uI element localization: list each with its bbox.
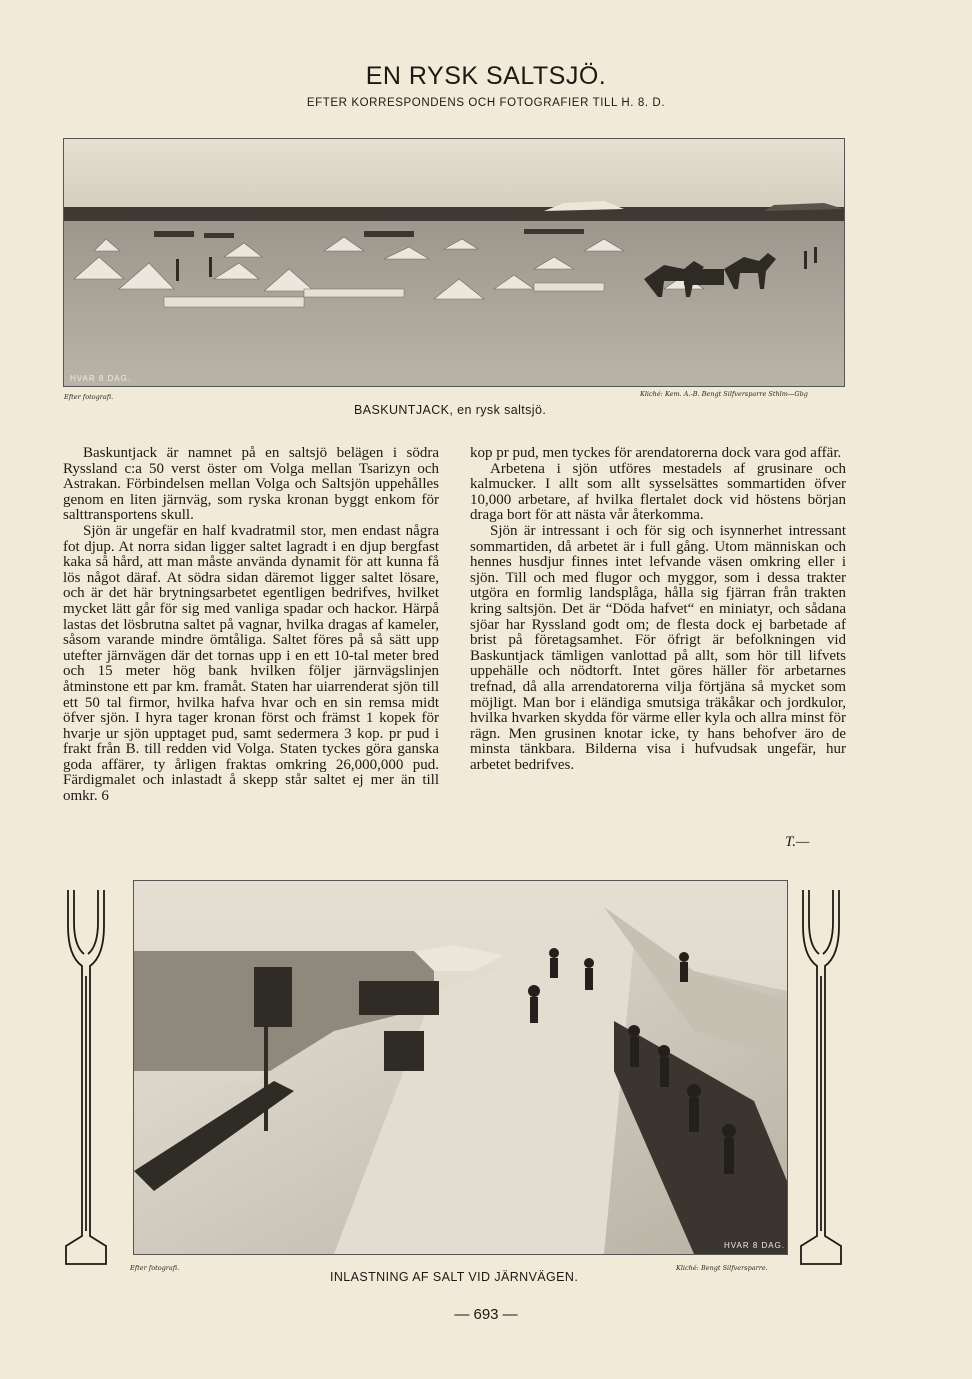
- text-column-right: [470, 446, 846, 773]
- article-subtitle: EFTER KORRESPONDENS OCH FOTOGRAFIER TILL H. 8. D.: [306, 97, 666, 109]
- paragraph: Baskuntjack är namnet på en saltsjö belägen i södra Ryssland c:a 50 verst öster om Volga mellan Tsarizyn och Astrakan. Förbindelsen mellan Volga och Saltsjön uppehålles genom en liten järnväg, som ryska kronan byggt enkom för salttransportens skull.: [63, 445, 439, 524]
- paragraph: kop pr pud, men tyckes för arendatorerna dock vara god affär.: [470, 445, 842, 461]
- photo-loading-credit-right: Kliché: Bengt Silfversparre.: [676, 1264, 768, 1272]
- photo-lake-caption: BASKUNTJACK, en rysk saltsjö.: [354, 403, 547, 417]
- ornament-right: [797, 886, 845, 1268]
- photo-loading-credit-left: Efter fotografi.: [130, 1264, 180, 1272]
- paragraph: Sjön är ungefär en half kvadratmil stor, men endast några fot djup. At norra sidan ligger saltet lagradt i en djup bergfast kaka så hård, att man måste använda dynamit för att kunna få lös något däraf. At södra sidan däremot ligger saltet lösare, och är det här brytningsarbetet egentligen bedrifves, hvilket mycket lätt går för sig med vanliga spadar och hackor. Härpå lastas det lösbrutna saltet på vagnar, hvilka dragas af kameler, såsom varande mindre ömtåliga. Saltet föres på så sätt upp utefter järnvägen där det tornas upp i en ett 10-tal meter bred och 15 meter hög bank hvilken följer järnvägslinjen åtminstone ett par km. framåt. Staten har uiarrenderat sjön till ett 50 tal firmor, hvilka hafva hvar och en sin remsa midt öfver sjön. I hyra tager kronan först och främst 1 kopek för hvarje ur sjön upptaget pud, samt sedermera 3 kop. pr pud i frakt från B. till redden vid Volga. Staten tyckes göra ganska goda affärer, ty årligen fraktas omkring 26,000,000 pud. Färdigmalet och inlastadt å skepp står saltet ej mer än till omkr. 6: [63, 522, 439, 805]
- page-number: — 693 —: [454, 1306, 518, 1323]
- photo-salt-loading: [133, 880, 788, 1255]
- author-signature: T.—: [785, 834, 810, 850]
- paragraph: Arbetena i sjön utföres mestadels af grusinare och kalmucker. I allt som allt sysselsättes sommartiden öfver 10,000 arbetare, af hvilka flertalet dock vid höstens början draga bort för att nästa vår återkomma.: [470, 460, 846, 524]
- text-column-left: [63, 446, 439, 805]
- ornament-left: [62, 886, 110, 1268]
- photo-lake-credit-right: Kliché: Kem. A.-B. Bengt Silfversparre Sthlm—Gbg: [640, 390, 808, 398]
- photo-lake-credit-left: Efter fotografi.: [64, 393, 114, 401]
- photo-loading-watermark: HVAR 8 DAG.: [724, 1241, 786, 1250]
- photo-loading-caption: INLASTNING AF SALT VID JÄRNVÄGEN.: [330, 1270, 579, 1284]
- article-title: EN RYSK SALTSJÖ.: [365, 62, 607, 90]
- photo-salt-lake: [63, 138, 845, 387]
- paragraph: Sjön är intressant i och för sig och isynnerhet intressant sommartiden, då arbetet är i full gång. Utom människan och hennes husdjur finnes intet lefvande väsen omkring eller i sjön. Till och med flugor och myggor, som i dessa trakter utgöra en formlig landsplåga, hålla sig fjärran från trakten kring saltsjön. Det är “Döda hafvet“ en miniatyr, och sådana sjöar har Ryssland godt om; de flesta dock ej barbetade af brist på företagsamhet. För öfrigt är befolkningen vid Baskuntjack tämligen vanlottad på allt, som hör till lifvets uppehälle och nödtorft. Intet göres häller för arbetarnes trefnad, då alla arrendatorerna vilja förtjäna så mycket som möjligt. Man bor i eländiga smutsiga träkåkar och jordkulor, hvilka hvarken skydda för värme eller kyla och allra minst för rägn. Men grusinen knotar icke, ty hans behofver äro de minsta tänkbara. Bilderna visa i hufvudsak ungefär, hur arbetet bedrifves.: [470, 522, 846, 773]
- photo-lake-watermark: HVAR 8 DAG.: [70, 374, 132, 383]
